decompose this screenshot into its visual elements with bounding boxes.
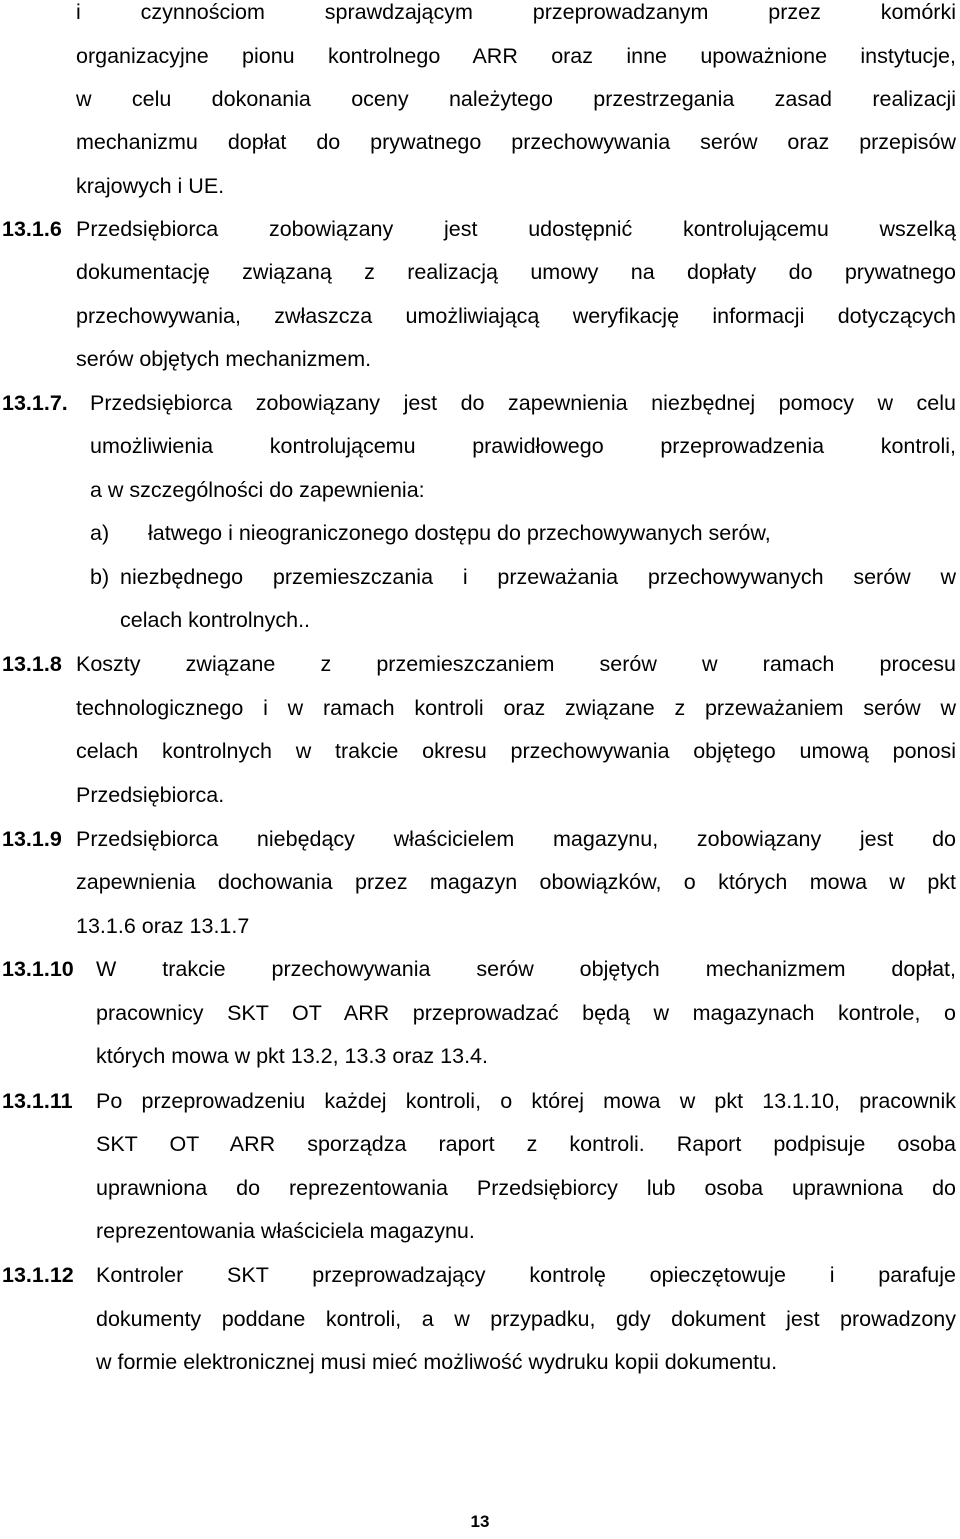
text-line: organizacyjne pionu kontrolnego ARR oraz inne upoważnione instytucje, bbox=[76, 44, 956, 68]
list-marker: a) bbox=[90, 521, 110, 545]
text-line: dokumentację związaną z realizacją umowy na dopłaty do prywatnego bbox=[76, 260, 956, 284]
text-line: przechowywania, zwłaszcza umożliwiającą weryfikację informacji dotyczących bbox=[76, 304, 956, 328]
text-line: Przedsiębiorca. bbox=[76, 783, 225, 807]
text-line: Po przeprowadzeniu każdej kontroli, o której mowa w pkt 13.1.10, pracownik bbox=[96, 1089, 956, 1113]
section-number: 13.1.8 bbox=[2, 652, 62, 676]
text-line: dokumenty poddane kontroli, a w przypadku, gdy dokument jest prowadzony bbox=[96, 1307, 956, 1331]
page-number: 13 bbox=[470, 1512, 490, 1531]
text-line: Kontroler SKT przeprowadzający kontrolę opieczętowuje i parafuje bbox=[96, 1263, 956, 1287]
text-line: W trakcie przechowywania serów objętych mechanizmem dopłat, bbox=[96, 957, 956, 981]
text-line: Przedsiębiorca niebędący właścicielem magazynu, zobowiązany jest do bbox=[76, 827, 956, 851]
text-line: umożliwienia kontrolującemu prawidłowego przeprowadzenia kontroli, bbox=[90, 434, 956, 458]
text-line: Koszty związane z przemieszczaniem serów w ramach procesu bbox=[76, 652, 956, 676]
section-number: 13.1.11 bbox=[2, 1089, 73, 1113]
text-line: Przedsiębiorca zobowiązany jest udostępnić kontrolującemu wszelką bbox=[76, 217, 956, 241]
text-line: pracownicy SKT OT ARR przeprowadzać będą w magazynach kontrole, o bbox=[96, 1001, 956, 1025]
list-marker: b) bbox=[90, 565, 110, 589]
list-item-text: celach kontrolnych.. bbox=[120, 608, 311, 632]
section-number: 13.1.12 bbox=[2, 1263, 74, 1287]
text-line: reprezentowania właściciela magazynu. bbox=[96, 1219, 475, 1243]
text-line: i czynnościom sprawdzającym przeprowadzanym przez komórki bbox=[76, 0, 956, 24]
text-line: Przedsiębiorca zobowiązany jest do zapewnienia niezbędnej pomocy w celu bbox=[90, 391, 956, 415]
text-line: uprawniona do reprezentowania Przedsiębiorcy lub osoba uprawniona do bbox=[96, 1176, 956, 1200]
text-line: a w szczególności do zapewnienia: bbox=[90, 478, 425, 502]
text-line: zapewnienia dochowania przez magazyn obowiązków, o których mowa w pkt bbox=[76, 870, 956, 894]
list-item-text: niezbędnego przemieszczania i przeważania przechowywanych serów w bbox=[120, 565, 956, 589]
text-line: w celu dokonania oceny należytego przestrzegania zasad realizacji bbox=[76, 87, 956, 111]
text-line: serów objętych mechanizmem. bbox=[76, 347, 372, 371]
text-line: w formie elektronicznej musi mieć możliwość wydruku kopii dokumentu. bbox=[96, 1350, 778, 1374]
text-line: 13.1.6 oraz 13.1.7 bbox=[76, 914, 250, 938]
section-number: 13.1.9 bbox=[2, 827, 62, 851]
list-item-text: łatwego i nieograniczonego dostępu do przechowywanych serów, bbox=[148, 521, 771, 545]
section-number: 13.1.7. bbox=[2, 391, 68, 415]
section-number: 13.1.10 bbox=[2, 957, 74, 981]
text-line: technologicznego i w ramach kontroli oraz związane z przeważaniem serów w bbox=[76, 696, 956, 720]
section-number: 13.1.6 bbox=[2, 217, 62, 241]
text-line: celach kontrolnych w trakcie okresu przechowywania objętego umową ponosi bbox=[76, 739, 956, 763]
text-line: mechanizmu dopłat do prywatnego przechowywania serów oraz przepisów bbox=[76, 130, 956, 154]
text-line: SKT OT ARR sporządza raport z kontroli. Raport podpisuje osoba bbox=[96, 1132, 956, 1156]
text-line: których mowa w pkt 13.2, 13.3 oraz 13.4. bbox=[96, 1044, 488, 1068]
text-line: krajowych i UE. bbox=[76, 174, 225, 198]
